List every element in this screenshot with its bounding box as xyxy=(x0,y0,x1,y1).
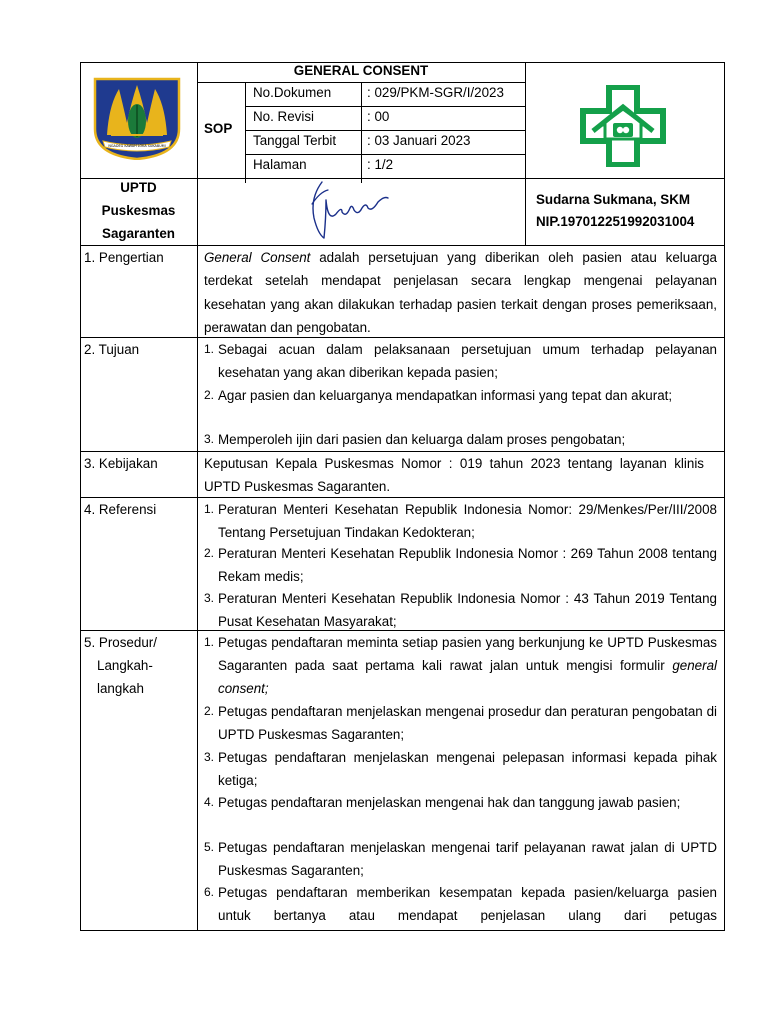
section-label-prosedur: 5. Prosedur/ xyxy=(84,635,157,650)
org-name-line1: UPTD xyxy=(120,180,157,195)
prosedur-item xyxy=(204,881,717,927)
prosedur-item xyxy=(204,631,717,700)
sukabumi-crest-logo xyxy=(91,75,183,160)
item-text: Petugas pendaftaran menjelaskan mengenai prosedur dan peraturan pengobatan di UPTD Puskesmas Sagaranten; xyxy=(218,704,717,742)
signer-name: Sudarna Sukmana, SKM xyxy=(536,192,691,207)
handwritten-signature xyxy=(302,178,398,244)
field-value-tanggal-terbit: : 03 Januari 2023 xyxy=(367,133,471,148)
item-text-main: Petugas pendaftaran meminta setiap pasien yang berkunjung ke UPTD Puskesmas Sagaranten pada saat pertama kali rawat jalan untuk mengisi formulir xyxy=(218,635,717,673)
grid-line xyxy=(80,178,725,179)
referensi-item xyxy=(204,542,717,588)
grid-line xyxy=(361,82,362,183)
item-text: Sebagai acuan dalam pelaksanaan persetujuan umum terhadap pelayanan kesehatan yang akan diberikan kepada pasien; xyxy=(218,342,717,380)
section-label-prosedur-line2: Langkah- xyxy=(97,658,153,673)
tujuan-item xyxy=(204,428,717,451)
sop-label: SOP xyxy=(204,121,233,136)
prosedur-item xyxy=(204,836,717,882)
item-text: Peraturan Menteri Kesehatan Republik Indonesia Nomor: 29/Menkes/Per/III/2008 Tentang Persetujuan Tindakan Kedokteran; xyxy=(218,502,717,540)
item-text: Peraturan Menteri Kesehatan Republik Indonesia Nomor : 43 Tahun 2019 Tentang Pusat Kesehatan Masyarakat; xyxy=(218,591,717,629)
org-name-line3: Sagaranten xyxy=(102,226,175,241)
item-number: 1. xyxy=(204,502,215,516)
tujuan-item xyxy=(204,384,717,407)
field-value-halaman: : 1/2 xyxy=(367,157,394,172)
referensi-item xyxy=(204,587,717,633)
item-number: 1. xyxy=(204,635,215,649)
puskesmas-logo xyxy=(579,85,667,167)
field-label-no-dokumen: No.Dokumen xyxy=(253,85,332,100)
grid-line xyxy=(245,82,246,183)
signer-nip: NIP.197012251992031004 xyxy=(536,214,695,229)
kebijakan-text: Keputusan Kepala Puskesmas Nomor : 019 tahun 2023 tentang layanan klinis UPTD Puskesmas Sagaranten. xyxy=(204,456,704,495)
field-value-no-revisi: : 00 xyxy=(367,109,390,124)
document-title: GENERAL CONSENT xyxy=(293,63,429,78)
item-text: Petugas pendaftaran menjelaskan mengenai pelepasan informasi kepada pihak ketiga; xyxy=(218,750,717,788)
section-label-pengertian: 1. Pengertian xyxy=(84,250,164,265)
field-label-halaman: Halaman xyxy=(253,157,307,172)
item-text: Petugas pendaftaran menjelaskan mengenai tarif pelayanan rawat jalan di UPTD Puskesmas Sagaranten; xyxy=(218,840,717,878)
field-label-tanggal-terbit: Tanggal Terbit xyxy=(253,133,337,148)
item-number: 5. xyxy=(204,840,215,854)
item-text: Memperoleh ijin dari pasien dan keluarga dalam proses pengobatan; xyxy=(218,432,626,447)
prosedur-item xyxy=(204,700,717,746)
item-text-italic: general consent; xyxy=(218,658,717,696)
section-label-prosedur-line3: langkah xyxy=(97,681,144,696)
referensi-item xyxy=(204,498,717,544)
item-number: 3. xyxy=(204,591,215,605)
item-text: Peraturan Menteri Kesehatan Republik Indonesia Nomor : 269 Tahun 2008 tentang Rekam medis; xyxy=(218,546,717,584)
prosedur-item xyxy=(204,746,717,792)
item-number: 3. xyxy=(204,432,215,446)
section-label-tujuan: 2. Tujuan xyxy=(84,342,140,357)
item-number: 3. xyxy=(204,750,215,764)
grid-line xyxy=(245,154,525,155)
pengertian-text xyxy=(204,246,717,339)
item-text: Petugas pendaftaran memberikan kesempatan kepada pasien/keluarga pasien untuk bertanya atau mendapat penjelasan ulang dari petugas xyxy=(218,885,717,923)
item-number: 4. xyxy=(204,795,215,809)
field-value-no-dokumen: : 029/PKM-SGR/I/2023 xyxy=(367,85,504,100)
pengertian-definition: adalah persetujuan yang diberikan oleh pasien atau keluarga terdekat setelah mendapat penjelasan secara lengkap mengenai pelayanan kesehatan yang akan dilakukan terhadap pasien terkait dengan proses pemeriksaan, perawatan dan pengobatan. xyxy=(204,250,717,335)
section-label-kebijakan: 3. Kebijakan xyxy=(84,456,158,471)
org-name-line2: Puskesmas xyxy=(101,203,176,218)
item-number: 6. xyxy=(204,885,215,899)
pengertian-term: General Consent xyxy=(204,250,311,265)
item-text: Petugas pendaftaran menjelaskan mengenai hak dan tanggung jawab pasien; xyxy=(218,795,681,810)
item-text: Agar pasien dan keluarganya mendapatkan informasi yang tepat dan akurat; xyxy=(218,388,673,403)
prosedur-item xyxy=(204,791,717,814)
item-number: 2. xyxy=(204,388,215,402)
item-text xyxy=(204,631,717,700)
item-number: 2. xyxy=(204,546,215,560)
field-label-no-revisi: No. Revisi xyxy=(253,109,315,124)
grid-line xyxy=(245,106,525,107)
crest-motto: NGADEG KAWAH LOKA SUKABUMI xyxy=(108,144,166,148)
item-number: 2. xyxy=(204,704,215,718)
item-number: 1. xyxy=(204,342,215,356)
section-label-referensi: 4. Referensi xyxy=(84,502,157,517)
tujuan-item xyxy=(204,338,717,384)
grid-line xyxy=(245,130,525,131)
grid-line xyxy=(525,62,526,245)
grid-line xyxy=(197,82,525,83)
